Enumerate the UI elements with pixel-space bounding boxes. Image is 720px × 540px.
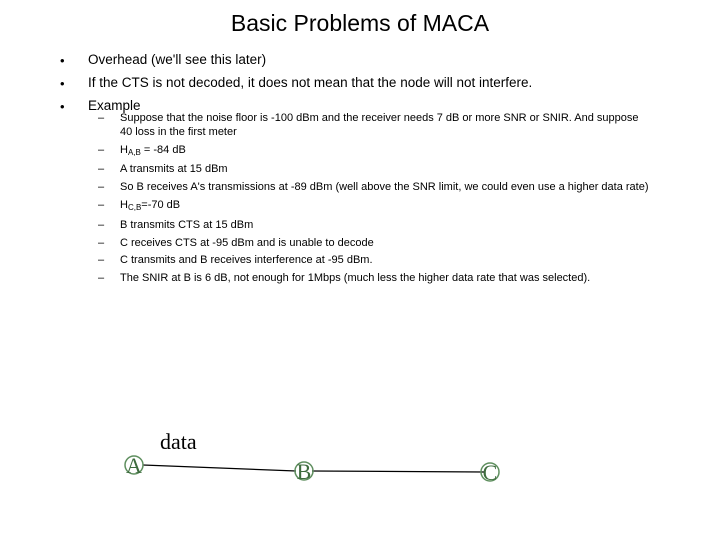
path-loss-subscript: A,B <box>127 147 141 157</box>
path-loss-value: =-70 dB <box>141 198 181 211</box>
dash-glyph: – <box>98 163 105 176</box>
bullet-text: Overhead (we'll see this later) <box>88 52 267 67</box>
bullet-text: Example <box>88 98 141 113</box>
node-b-label: B <box>296 459 312 484</box>
dash-glyph: – <box>98 198 105 211</box>
node-c-label: C <box>482 460 498 485</box>
node-a-label: A <box>126 453 142 478</box>
dash-glyph: – <box>98 272 105 285</box>
dash-glyph: – <box>98 112 105 124</box>
data-label: data <box>160 429 197 454</box>
slide-title: Basic Problems of MACA <box>230 10 490 36</box>
sub-item-text: So B receives A's transmissions at -89 dBm (well above the SNR limit, we could even use a higher data rate) <box>120 181 649 194</box>
dash-glyph: – <box>98 143 105 156</box>
link-a-b <box>143 465 296 471</box>
sub-item-text: B transmits CTS at 15 dBm <box>120 218 254 231</box>
sub-item-text: C receives CTS at -95 dBm and is unable to decode <box>120 236 374 249</box>
sub-item-text: Suppose that the noise floor is -100 dBm and the receiver needs 7 dB or more SNR or SNIR. And suppose 40 loss in the first meter <box>120 112 639 138</box>
bullet-glyph: • <box>60 99 65 114</box>
sub-item-text: C transmits and B receives interference at -95 dBm. <box>120 254 373 267</box>
dash-glyph: – <box>98 254 105 267</box>
link-b-c <box>312 471 484 472</box>
dash-glyph: – <box>98 181 105 194</box>
path-loss-value: = -84 dB <box>140 143 186 156</box>
sub-item-text: A transmits at 15 dBm <box>120 163 228 176</box>
dash-glyph: – <box>98 218 105 231</box>
bullet-text: If the CTS is not decoded, it does not mean that the node will not interfere. <box>88 75 533 90</box>
path-loss-symbol: H <box>120 198 128 211</box>
path-loss-symbol: H <box>120 143 128 156</box>
path-loss-subscript: C,B <box>127 202 142 212</box>
bullet-glyph: • <box>60 53 65 68</box>
sub-item-text: The SNIR at B is 6 dB, not enough for 1Mbps (much less the higher data rate that was selected). <box>120 272 591 285</box>
bullet-glyph: • <box>60 76 65 91</box>
dash-glyph: – <box>98 236 105 249</box>
